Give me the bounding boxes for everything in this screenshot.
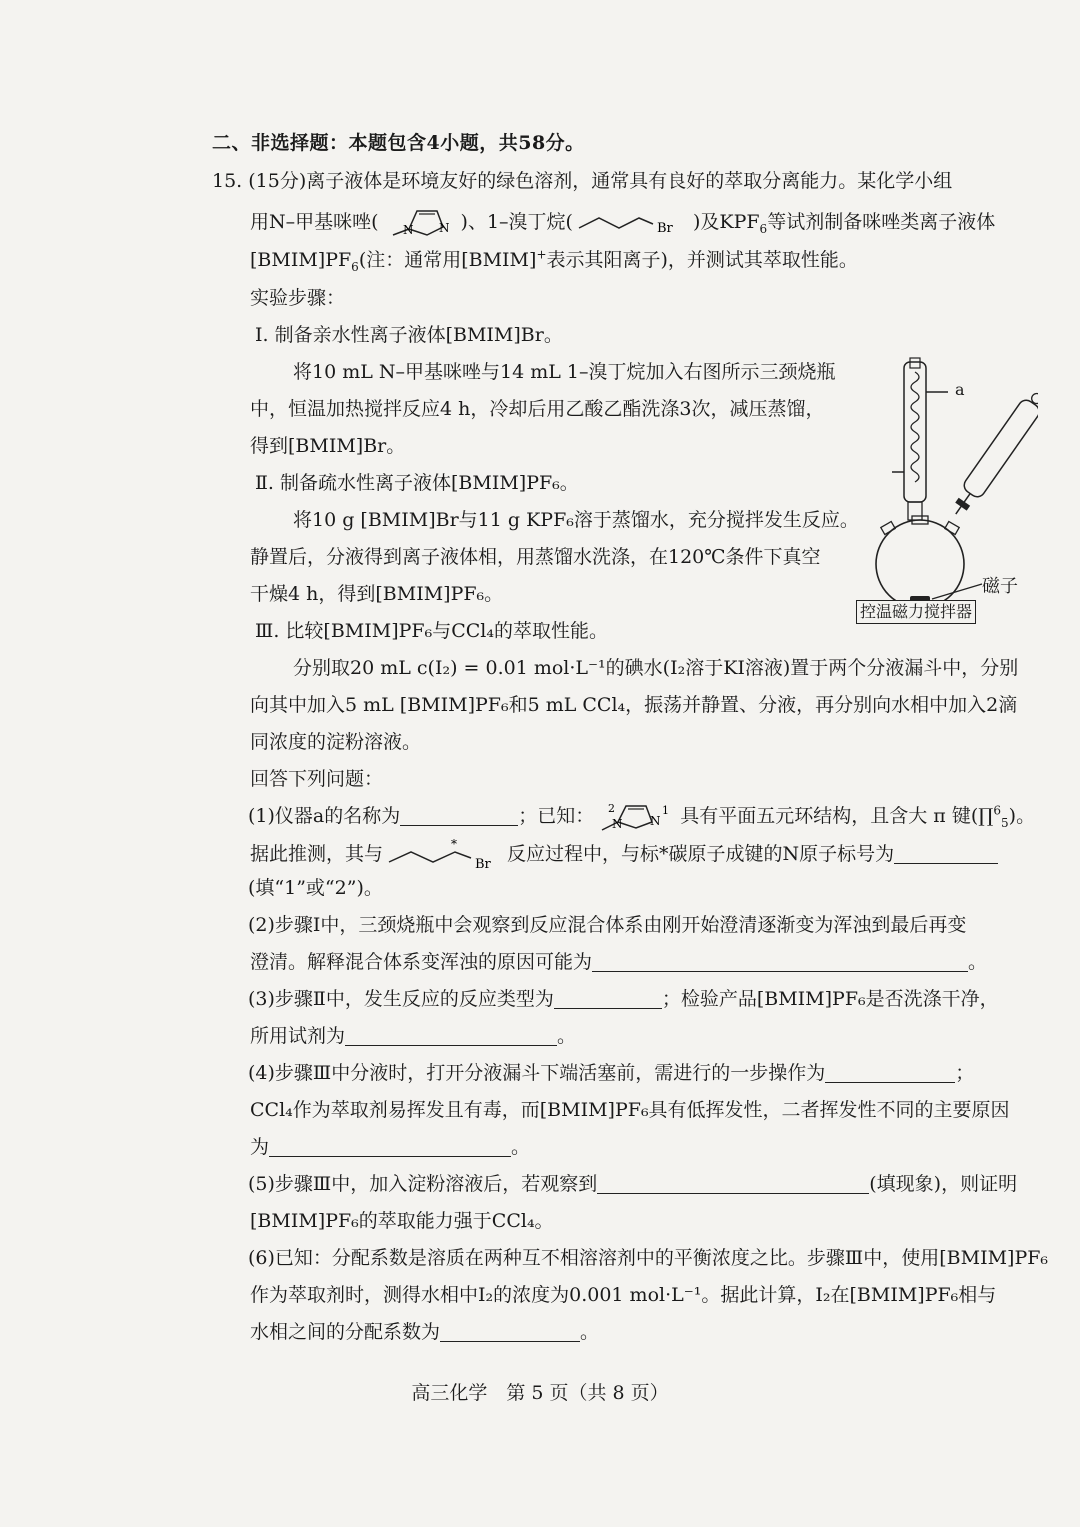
part4-text-e: 。	[511, 1136, 531, 1158]
part6-line2: 作为萃取剂时，测得水相中I₂的浓度为0.001 mol·L⁻¹。据此计算，I₂在[BMIM]PF₆相与	[250, 1284, 997, 1306]
q15-intro-text3c: 表示其阳离子)，并测试其萃取性能。	[546, 249, 858, 271]
answer-blank-3b[interactable]	[345, 1025, 557, 1046]
part3-text-c: 所用试剂为	[250, 1025, 346, 1047]
part2-line1: (2)步骤Ⅰ中，三颈烧瓶中会观察到反应混合体系由刚开始澄清逐渐变为浑浊到最后再变	[248, 914, 967, 936]
q15-intro-text3b: (注：通常用[BMIM]	[358, 249, 537, 271]
subscript-6: 6	[759, 221, 768, 236]
struct-br-2: Br	[475, 857, 491, 872]
q15-intro-text2c: )及KPF	[692, 211, 760, 233]
part3-text-a: (3)步骤Ⅱ中，发生反应的反应类型为	[248, 988, 554, 1010]
part4-line3	[250, 1134, 530, 1160]
step2-line3: 干燥4 h，得到[BMIM]PF₆。	[250, 583, 504, 605]
answer-blank-2[interactable]	[592, 951, 968, 972]
structure-br: Br	[656, 221, 673, 236]
part6-text-c: 水相之间的分配系数为	[250, 1321, 441, 1343]
answer-blank-1a[interactable]	[400, 805, 518, 826]
label-stirrer: 控温磁力搅拌器	[856, 600, 976, 624]
step2-line2: 静置后，分液得到离子液体相，用蒸馏水洗涤，在120℃条件下真空	[250, 546, 821, 568]
part6-text-d: 。	[580, 1321, 600, 1343]
subscript-6: 6	[351, 259, 359, 274]
answer-blank-1b[interactable]	[894, 843, 998, 864]
part5-line1	[248, 1171, 1017, 1197]
part1-text-b: ；已知：	[518, 805, 595, 827]
part3-text-d: 。	[557, 1025, 577, 1047]
part6-line1: (6)已知：分配系数是溶质在两种互不相溶溶剂中的平衡浓度之比。步骤Ⅲ中，使用[BMIM]PF₆	[248, 1247, 1049, 1269]
section-title: 二、非选择题：本题包含4小题，共58分。	[212, 132, 585, 154]
step3-line2: 向其中加入5 mL [BMIM]PF₆和5 mL CCl₄，振荡并静置、分液，再分别向水相中加入2滴	[250, 694, 1018, 716]
structure-n3: N	[438, 221, 450, 235]
label-condenser-a: a	[955, 380, 965, 399]
steps-heading: 实验步骤：	[250, 287, 346, 309]
answer-blank-6[interactable]	[440, 1321, 580, 1342]
part2-line2	[250, 949, 987, 975]
label-magnet: 磁子	[982, 576, 1018, 597]
part1-line1	[248, 800, 1035, 834]
part2-text-c: 。	[968, 951, 988, 973]
q15-intro-line2	[250, 205, 995, 241]
n-methylimidazole-structure	[379, 205, 461, 241]
step3-line1: 分别取20 mL c(I₂) = 0.01 mol·L⁻¹的碘水(I₂溶于KI溶液)置于两个分液漏斗中，分别	[293, 657, 1019, 679]
part4-line2: CCl₄作为萃取剂易挥发且有毒，而[BMIM]PF₆具有低挥发性，二者挥发性不同的主要原因	[250, 1099, 1010, 1121]
superscript-6: 6	[993, 803, 1002, 818]
part3-text-b: ；检验产品[BMIM]PF₆是否洗涤干净，	[661, 988, 999, 1010]
q15-intro-text3a: [BMIM]PF	[250, 249, 352, 271]
q15-intro-text2d: 等试剂制备咪唑类离子液体	[767, 211, 996, 233]
answer-heading: 回答下列问题：	[250, 768, 384, 790]
q15-intro-text1: (15分)离子液体是环境友好的绿色溶剂，通常具有良好的萃取分离能力。某化学小组	[248, 170, 953, 192]
step1-line1: 将10 mL N–甲基咪唑与14 mL 1–溴丁烷加入右图所示三颈烧瓶	[293, 361, 836, 383]
step1-line2: 中，恒温加热搅拌反应4 h，冷却后用乙酸乙酯洗涤3次，减压蒸馏，	[250, 398, 825, 420]
bromobutane-structure	[573, 208, 693, 238]
struct-n-2: N	[612, 817, 623, 831]
part1-text-a: (1)仪器a的名称为	[248, 805, 401, 827]
struct-n-1: N	[650, 814, 661, 828]
imidazole-numbered-structure	[594, 800, 680, 834]
page-footer: 高三化学 第 5 页（共 8 页）	[411, 1382, 669, 1404]
struct-label-2: 2	[608, 802, 616, 815]
part1-text-e: 据此推测，其与	[250, 843, 384, 865]
q15-intro-text2b: )、1–溴丁烷(	[460, 211, 573, 233]
step2-title: Ⅱ. 制备疏水性离子液体[BMIM]PF₆。	[255, 472, 579, 494]
step3-line3: 同浓度的淀粉溶液。	[250, 731, 422, 753]
question-number: 15.	[212, 170, 243, 192]
part4-text-b: ；	[955, 1062, 975, 1084]
part5-text-b: (填现象)，则证明	[869, 1173, 1018, 1195]
part4-text-a: (4)步骤Ⅲ中分液时，打开分液漏斗下端活塞前，需进行的一步操作为	[248, 1062, 826, 1084]
part2-text-b: 澄清。解释混合体系变浑浊的原因可能为	[250, 951, 593, 973]
q15-intro-text2a: 用N–甲基咪唑(	[250, 211, 379, 233]
part5-text-a: (5)步骤Ⅲ中，加入淀粉溶液后，若观察到	[248, 1173, 598, 1195]
struct-label-1: 1	[662, 804, 670, 817]
bromobutane-starred-structure	[383, 838, 507, 872]
answer-blank-4b[interactable]	[269, 1136, 511, 1157]
structure-n1: N	[402, 223, 414, 237]
part4-text-d: 为	[250, 1136, 270, 1158]
part1-text-c: 具有平面五元环结构，且含大 π 键(∏	[680, 805, 994, 827]
step1-title: Ⅰ. 制备亲水性离子液体[BMIM]Br。	[255, 324, 563, 346]
part1-text-d: )。	[1008, 805, 1036, 827]
q15-intro-line1	[212, 168, 952, 194]
step1-line3: 得到[BMIM]Br。	[250, 435, 406, 457]
part3-line2	[250, 1023, 576, 1049]
struct-star: *	[451, 838, 458, 851]
step2-line1: 将10 g [BMIM]Br与11 g KPF₆溶于蒸馏水，充分搅拌发生反应。	[293, 509, 859, 531]
answer-blank-5[interactable]	[597, 1173, 869, 1194]
part1-line2	[250, 838, 998, 872]
part5-line2: [BMIM]PF₆的萃取能力强于CCl₄。	[250, 1210, 554, 1232]
part3-line1	[248, 986, 999, 1012]
part4-line1	[248, 1060, 974, 1086]
part6-line3	[250, 1319, 599, 1345]
part1-line3: (填“1”或“2”)。	[248, 877, 383, 899]
superscript-plus: +	[536, 247, 547, 262]
part1-text-f: 反应过程中，与标*碳原子成键的N原子标号为	[507, 843, 895, 865]
step3-title: Ⅲ. 比较[BMIM]PF₆与CCl₄的萃取性能。	[255, 620, 608, 642]
subscript-5: 5	[1001, 815, 1009, 830]
answer-blank-4a[interactable]	[825, 1062, 955, 1083]
q15-intro-line3	[250, 247, 858, 273]
answer-blank-3a[interactable]	[554, 988, 662, 1009]
